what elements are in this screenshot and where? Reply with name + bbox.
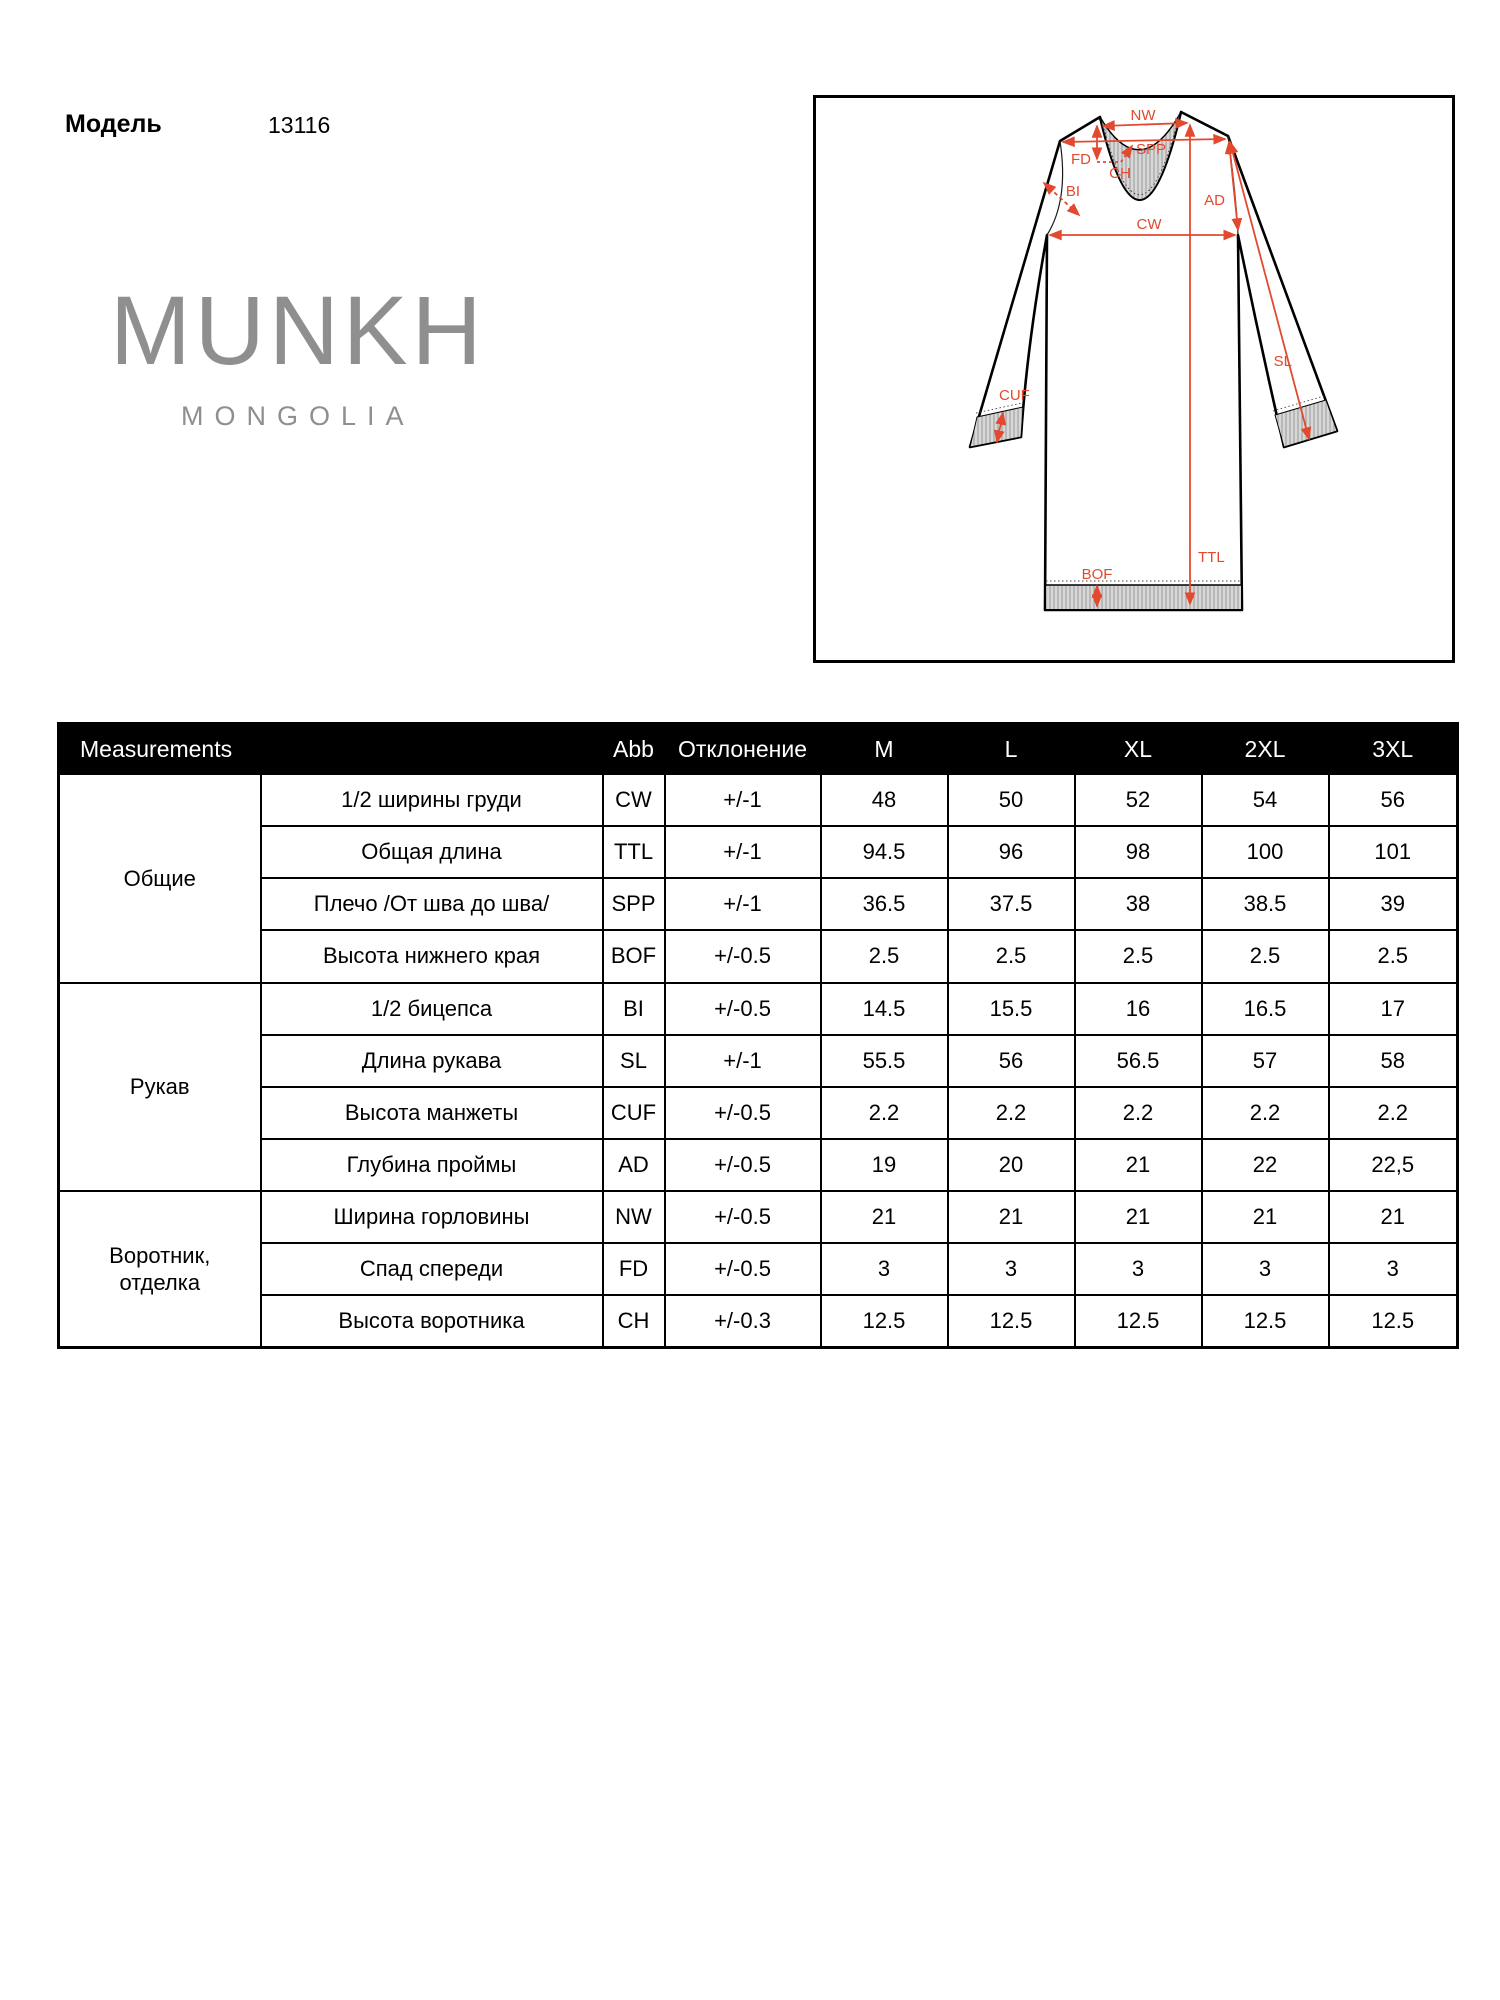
value-cell: 55.5 <box>821 1035 948 1087</box>
table-row <box>59 1087 1458 1139</box>
deviation-cell: +/-0.3 <box>665 1295 821 1347</box>
measure-name-cell: Глубина проймы <box>261 1139 603 1191</box>
deviation-cell: +/-0.5 <box>665 1139 821 1191</box>
header-size-3xl: 3XL <box>1329 724 1458 775</box>
value-cell: 101 <box>1329 826 1458 878</box>
table-row <box>59 1191 1458 1243</box>
abb-cell: CH <box>603 1295 665 1347</box>
value-cell: 3 <box>1329 1243 1458 1295</box>
table-row <box>59 1243 1458 1295</box>
group-label: Рукав <box>129 1074 190 1099</box>
abb-cell: SL <box>603 1035 665 1087</box>
value-cell: 12.5 <box>821 1295 948 1347</box>
brand-subtitle: MONGOLIA <box>181 401 415 431</box>
sl-label: SL <box>1273 353 1292 370</box>
header-size-l: L <box>948 724 1075 775</box>
value-cell: 2.5 <box>1329 930 1458 982</box>
deviation-cell: +/-0.5 <box>665 1191 821 1243</box>
value-cell: 12.5 <box>948 1295 1075 1347</box>
table-header-row <box>59 724 1458 775</box>
measure-name-cell: Общая длина <box>261 826 603 878</box>
group-cell-collar <box>59 1191 261 1348</box>
value-cell: 57 <box>1202 1035 1329 1087</box>
abb-cell: BI <box>603 983 665 1035</box>
value-cell: 20 <box>948 1139 1075 1191</box>
table-row <box>59 1035 1458 1087</box>
cuf-label: CUF <box>999 387 1030 404</box>
table-row <box>59 774 1458 826</box>
deviation-cell: +/-0.5 <box>665 1087 821 1139</box>
deviation-cell: +/-0.5 <box>665 983 821 1035</box>
ch-label: CH <box>1109 165 1131 182</box>
nw-label: NW <box>1130 107 1156 124</box>
value-cell: 100 <box>1202 826 1329 878</box>
abb-cell: CW <box>603 774 665 826</box>
bi-label: BI <box>1065 183 1081 200</box>
deviation-cell: +/-1 <box>665 878 821 930</box>
table-row <box>59 930 1458 982</box>
abb-cell: BOF <box>603 930 665 982</box>
group-cell-general <box>59 774 261 983</box>
value-cell: 12.5 <box>1202 1295 1329 1347</box>
value-cell: 2.5 <box>821 930 948 982</box>
measure-name-cell: Высота манжеты <box>261 1087 603 1139</box>
deviation-cell: +/-1 <box>665 774 821 826</box>
header-abb: Abb <box>603 724 665 775</box>
value-cell: 96 <box>948 826 1075 878</box>
value-cell: 36.5 <box>821 878 948 930</box>
value-cell: 21 <box>1329 1191 1458 1243</box>
value-cell: 3 <box>948 1243 1075 1295</box>
measure-name-cell: Ширина горловины <box>261 1191 603 1243</box>
value-cell: 21 <box>1075 1191 1202 1243</box>
measure-name-cell: 1/2 бицепса <box>261 983 603 1035</box>
value-cell: 2.5 <box>948 930 1075 982</box>
deviation-cell: +/-1 <box>665 826 821 878</box>
cw-label: CW <box>1136 216 1162 233</box>
value-cell: 16 <box>1075 983 1202 1035</box>
value-cell: 21 <box>821 1191 948 1243</box>
value-cell: 17 <box>1329 983 1458 1035</box>
measure-name-cell: Спад спереди <box>261 1243 603 1295</box>
table-row <box>59 983 1458 1035</box>
value-cell: 2.2 <box>1075 1087 1202 1139</box>
table-row <box>59 1295 1458 1347</box>
value-cell: 2.5 <box>1202 930 1329 982</box>
value-cell: 3 <box>1202 1243 1329 1295</box>
spp-label: SPP <box>1135 141 1167 158</box>
value-cell: 12.5 <box>1075 1295 1202 1347</box>
value-cell: 21 <box>1075 1139 1202 1191</box>
value-cell: 12.5 <box>1329 1295 1458 1347</box>
value-cell: 54 <box>1202 774 1329 826</box>
value-cell: 37.5 <box>948 878 1075 930</box>
value-cell: 2.2 <box>948 1087 1075 1139</box>
value-cell: 14.5 <box>821 983 948 1035</box>
deviation-cell: +/-0.5 <box>665 930 821 982</box>
deviation-cell: +/-1 <box>665 1035 821 1087</box>
value-cell: 56.5 <box>1075 1035 1202 1087</box>
table-row <box>59 878 1458 930</box>
abb-cell: AD <box>603 1139 665 1191</box>
value-cell: 48 <box>821 774 948 826</box>
header-size-m: M <box>821 724 948 775</box>
value-cell: 2.5 <box>1075 930 1202 982</box>
value-cell: 22,5 <box>1329 1139 1458 1191</box>
garment-diagram <box>813 95 1455 663</box>
ad-label: AD <box>1204 192 1225 209</box>
value-cell: 39 <box>1329 878 1458 930</box>
value-cell: 3 <box>821 1243 948 1295</box>
bof-label: BOF <box>1081 566 1113 583</box>
header-deviation: Отклонение <box>665 724 821 775</box>
group-cell-sleeve <box>59 983 261 1192</box>
abb-cell: NW <box>603 1191 665 1243</box>
value-cell: 50 <box>948 774 1075 826</box>
value-cell: 2.2 <box>1202 1087 1329 1139</box>
value-cell: 21 <box>948 1191 1075 1243</box>
measure-name-cell: Высота нижнего края <box>261 930 603 982</box>
value-cell: 22 <box>1202 1139 1329 1191</box>
abb-cell: SPP <box>603 878 665 930</box>
measure-name-cell: Плечо /От шва до шва/ <box>261 878 603 930</box>
measure-name-cell: Длина рукава <box>261 1035 603 1087</box>
abb-cell: TTL <box>603 826 665 878</box>
measurements-table <box>57 722 1459 1349</box>
value-cell: 3 <box>1075 1243 1202 1295</box>
value-cell: 2.2 <box>821 1087 948 1139</box>
value-cell: 94.5 <box>821 826 948 878</box>
value-cell: 56 <box>1329 774 1458 826</box>
value-cell: 52 <box>1075 774 1202 826</box>
value-cell: 98 <box>1075 826 1202 878</box>
value-cell: 38.5 <box>1202 878 1329 930</box>
value-cell: 15.5 <box>948 983 1075 1035</box>
model-number: 13116 <box>268 112 331 138</box>
abb-cell: CUF <box>603 1087 665 1139</box>
value-cell: 19 <box>821 1139 948 1191</box>
header-measurements: Measurements <box>59 724 603 775</box>
value-cell: 58 <box>1329 1035 1458 1087</box>
abb-cell: FD <box>603 1243 665 1295</box>
header-size-xl: XL <box>1075 724 1202 775</box>
value-cell: 21 <box>1202 1191 1329 1243</box>
hem-rib <box>1046 585 1241 609</box>
header-size-2xl: 2XL <box>1202 724 1329 775</box>
deviation-cell: +/-0.5 <box>665 1243 821 1295</box>
measure-name-cell: Высота воротника <box>261 1295 603 1347</box>
value-cell: 38 <box>1075 878 1202 930</box>
value-cell: 56 <box>948 1035 1075 1087</box>
value-cell: 16.5 <box>1202 983 1329 1035</box>
model-label: Модель <box>65 110 162 138</box>
value-cell: 2.2 <box>1329 1087 1458 1139</box>
brand-logo: MUNKH <box>110 276 486 385</box>
garment-diagram-svg <box>813 95 1455 663</box>
table-row <box>59 826 1458 878</box>
ttl-label: TTL <box>1198 549 1225 566</box>
group-label: Общие <box>123 865 196 891</box>
group-label: Воротник, отделка <box>109 1242 211 1295</box>
table-row <box>59 1139 1458 1191</box>
fd-label: FD <box>1071 151 1091 168</box>
measure-name-cell: 1/2 ширины груди <box>261 774 603 826</box>
